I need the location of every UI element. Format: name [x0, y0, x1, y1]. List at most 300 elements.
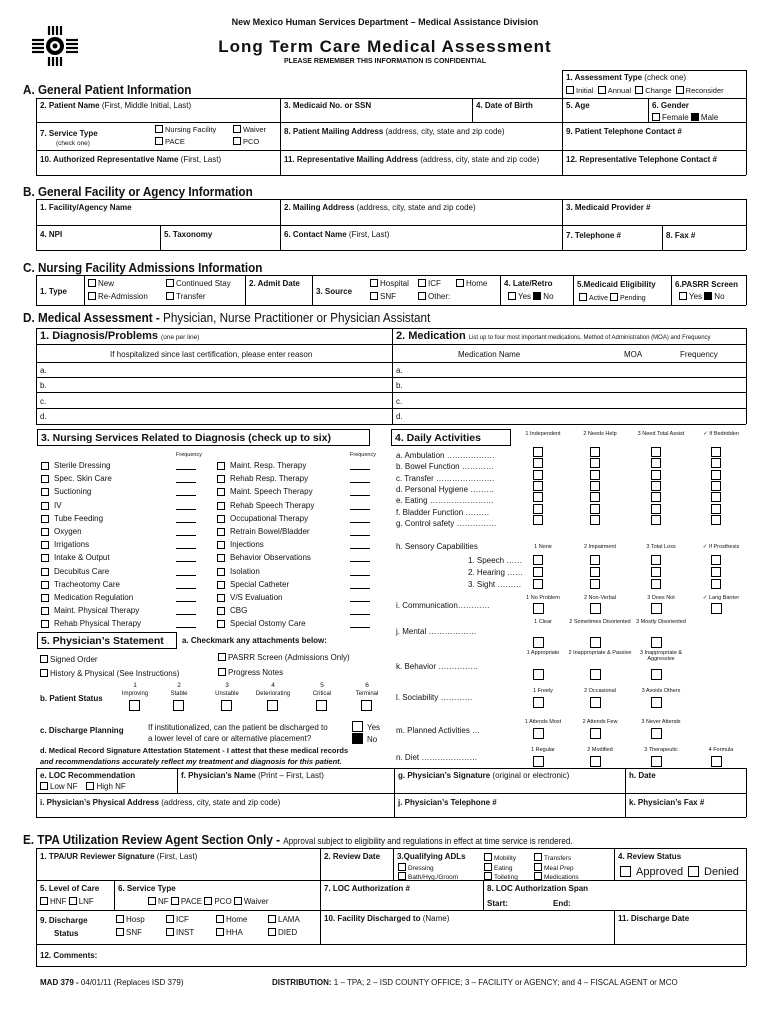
readmission-option: Re-Admission — [88, 292, 148, 301]
sensory-0-checkbox-1[interactable] — [590, 555, 600, 565]
discharge-no-checkbox[interactable] — [352, 733, 363, 744]
adl-dressing: Dressing — [398, 863, 434, 872]
nurse-right-freq-8[interactable] — [350, 575, 370, 576]
late-retro-no-checkbox[interactable] — [533, 292, 541, 300]
nurse-right-label-9: Special Catheter — [230, 579, 290, 589]
daily-col-3: ✓ If Bedridden — [703, 431, 739, 437]
continued-stay-checkbox[interactable] — [166, 279, 174, 287]
denied-checkbox[interactable] — [688, 866, 699, 877]
approved-checkbox[interactable] — [620, 866, 631, 877]
active-checkbox[interactable] — [579, 293, 587, 301]
e-service-type-label: 6. Service Type — [118, 884, 176, 893]
male-checkbox[interactable] — [691, 113, 699, 121]
medicaid-no-label: 3. Medicaid No. or SSN — [284, 101, 372, 110]
progress-notes-option: Progress Notes — [218, 668, 283, 677]
service-type-hint: (check one) — [56, 140, 90, 147]
nurse-left-label-12: Rehab Physical Therapy — [54, 619, 142, 629]
daily-3-checkbox-3[interactable] — [711, 481, 721, 491]
history-physical-checkbox[interactable] — [40, 669, 48, 677]
daily-5-checkbox-2[interactable] — [651, 504, 661, 514]
diet-checkbox-3[interactable] — [711, 756, 722, 767]
daily-1-checkbox-3[interactable] — [711, 458, 721, 468]
patient-name-label: 2. Patient Name (First, Middle Initial, Last) — [40, 101, 192, 110]
daily-2-checkbox-2[interactable] — [651, 470, 661, 480]
form-number: MAD 379 - 04/01/11 (Replaces ISD 379) — [40, 978, 184, 987]
section-c-title: C. Nursing Facility Admissions Information — [23, 260, 263, 275]
nurse-right-freq-0[interactable] — [350, 469, 370, 470]
sensory-col-0: 1 None — [534, 544, 552, 550]
mental-label: j. Mental ……………… — [396, 627, 477, 636]
contact-name-label: 6. Contact Name (First, Last) — [284, 230, 390, 239]
diet-checkbox-0[interactable] — [533, 756, 544, 767]
sociability-checkbox-1[interactable] — [590, 697, 601, 708]
daily-item-4: e. Eating …………………… — [396, 496, 494, 506]
diag-line-b[interactable]: b. — [40, 381, 47, 390]
nurse-right-label-2: Maint. Speech Therapy — [230, 487, 313, 497]
e-icf-checkbox[interactable] — [166, 915, 174, 923]
meal-prep-checkbox[interactable] — [534, 863, 542, 871]
nurse-right-freq-10[interactable] — [350, 601, 370, 602]
sensory-2-checkbox-3[interactable] — [711, 579, 721, 589]
daily-0-checkbox-1[interactable] — [590, 447, 600, 457]
late-retro-yes-checkbox[interactable] — [508, 292, 516, 300]
daily-6-checkbox-3[interactable] — [711, 515, 721, 525]
daily-6-checkbox-0[interactable] — [533, 515, 543, 525]
reviewer-signature-label: 1. TPA/UR Reviewer Signature (First, Last) — [40, 852, 198, 861]
physician-statement-header — [37, 632, 177, 649]
nurse-left-freq-0[interactable] — [176, 469, 196, 470]
pco-option: PCO — [233, 137, 259, 146]
physician-telephone-label: j. Physician’s Telephone # — [398, 798, 497, 807]
late-retro-options: Yes No — [508, 292, 554, 301]
planned-activities-col-0: 1 Attends Most — [524, 719, 562, 725]
status-checkbox-5[interactable] — [361, 700, 372, 711]
physician-address-label: i. Physician’s Physical Address (address, city, state and zip code) — [40, 798, 281, 807]
discharge-yes-checkbox[interactable] — [352, 721, 363, 732]
nurse-left-freq-10[interactable] — [176, 601, 196, 602]
sensory-label: h. Sensory Capabilities — [396, 542, 478, 551]
sensory-1-checkbox-2[interactable] — [651, 567, 661, 577]
nurse-right-freq-12[interactable] — [350, 627, 370, 628]
lnf-checkbox[interactable] — [69, 897, 77, 905]
med-col-frequency: Frequency — [680, 350, 718, 359]
toileting-checkbox[interactable] — [484, 872, 492, 880]
nurse-right-freq-7[interactable] — [350, 561, 370, 562]
sensory-1-checkbox-0[interactable] — [533, 567, 543, 577]
nurse-left-checkbox-2[interactable] — [41, 488, 49, 496]
med-col-moa: MOA — [624, 350, 643, 359]
e-waiver-checkbox[interactable] — [234, 897, 242, 905]
daily-0-checkbox-2[interactable] — [651, 447, 661, 457]
med-line-b[interactable]: b. — [396, 381, 403, 390]
nurse-left-checkbox-10[interactable] — [41, 594, 49, 602]
hnf-checkbox[interactable] — [40, 897, 48, 905]
age-label: 5. Age — [566, 101, 590, 110]
med-line-d[interactable]: d. — [396, 412, 403, 421]
freq-header-left: Frequency — [176, 452, 202, 458]
e-service-type-options: NF PACE PCO Waiver — [148, 897, 269, 906]
nurse-right-checkbox-4[interactable] — [217, 515, 225, 523]
diet-label: n. Diet ………………… — [396, 753, 478, 762]
form-title: Long Term Care Medical Assessment — [218, 37, 552, 56]
type-label: 1. Type — [40, 287, 67, 296]
adl-meal-prep: Meal Prep — [534, 863, 574, 872]
daily-0-checkbox-0[interactable] — [533, 447, 543, 457]
diet-checkbox-2[interactable] — [651, 756, 662, 767]
e-snf-checkbox[interactable] — [116, 928, 124, 936]
nurse-left-freq-7[interactable] — [176, 561, 196, 562]
daily-2-checkbox-0[interactable] — [533, 470, 543, 480]
e-home-checkbox[interactable] — [216, 915, 224, 923]
nursing-services-header — [37, 429, 370, 446]
behavior-checkbox-2[interactable] — [651, 669, 662, 680]
diag-line-a[interactable]: a. — [40, 366, 47, 375]
nurse-right-checkbox-11[interactable] — [217, 607, 225, 615]
sensory-0-checkbox-3[interactable] — [711, 555, 721, 565]
sensory-col-3: ✓ If Prosthesis — [702, 544, 740, 550]
communication-checkbox-1[interactable] — [590, 603, 601, 614]
telephone-label: 7. Telephone # — [566, 231, 621, 240]
nurse-left-checkbox-4[interactable] — [41, 515, 49, 523]
signed-order-option: Signed Order — [40, 655, 98, 664]
diagnosis-title: 1. Diagnosis/Problems (one per line) — [40, 330, 200, 342]
discharge-question-2: a lower level of care or alternative placement? — [148, 734, 312, 743]
status-num-1: 2 — [177, 682, 181, 689]
female-checkbox[interactable] — [652, 113, 660, 121]
pasrr-screen-checkbox[interactable] — [218, 653, 226, 661]
status-checkbox-0[interactable] — [129, 700, 140, 711]
sensory-2-checkbox-2[interactable] — [651, 579, 661, 589]
nurse-right-checkbox-6[interactable] — [217, 541, 225, 549]
daily-5-checkbox-0[interactable] — [533, 504, 543, 514]
nurse-left-checkbox-12[interactable] — [41, 620, 49, 628]
diag-line-c[interactable]: c. — [40, 397, 47, 406]
pace-option: PACE — [155, 137, 185, 146]
sensory-1-checkbox-3[interactable] — [711, 567, 721, 577]
facility-address-label: 2. Mailing Address (address, city, state and zip code) — [284, 203, 476, 212]
nurse-left-checkbox-1[interactable] — [41, 475, 49, 483]
low-nf-checkbox[interactable] — [40, 782, 48, 790]
daily-item-2: c. Transfer …………………. — [396, 473, 495, 483]
hosp-checkbox[interactable] — [116, 915, 124, 923]
nurse-left-label-8: Decubitus Care — [54, 566, 110, 576]
daily-4-checkbox-2[interactable] — [651, 492, 661, 502]
snf-option: SNF — [370, 292, 396, 301]
behavior-col-2: 3 Inappropriate & Aggressive — [639, 650, 683, 662]
change-checkbox[interactable] — [635, 86, 643, 94]
eating-checkbox[interactable] — [484, 863, 492, 871]
readmission-checkbox[interactable] — [88, 292, 96, 300]
nurse-left-freq-9[interactable] — [176, 588, 196, 589]
e-nf-checkbox[interactable] — [148, 897, 156, 905]
nurse-right-checkbox-5[interactable] — [217, 528, 225, 536]
dressing-checkbox[interactable] — [398, 863, 406, 871]
attestation-line-2: and recommendations accurately reflect my treatment and diagnosis for this patient. — [40, 757, 342, 766]
review-date-label: 2. Review Date — [324, 852, 381, 861]
fax-label: 8. Fax # — [666, 231, 696, 240]
status-label-0: Improving — [121, 691, 149, 697]
nurse-right-checkbox-0[interactable] — [217, 462, 225, 470]
nurse-right-checkbox-3[interactable] — [217, 502, 225, 510]
daily-4-checkbox-3[interactable] — [711, 492, 721, 502]
discharge-yes-label: Yes — [367, 723, 381, 732]
status-num-2: 3 — [225, 682, 229, 689]
dob-label: 4. Date of Birth — [476, 101, 533, 110]
inst-option: INST — [166, 928, 194, 937]
behavior-checkbox-1[interactable] — [590, 669, 601, 680]
pace-checkbox[interactable] — [155, 137, 163, 145]
nursing-services-title: 3. Nursing Services Related to Diagnosis (check up to six) — [41, 432, 332, 444]
sensory-2-checkbox-1[interactable] — [590, 579, 600, 589]
nurse-right-freq-3[interactable] — [350, 509, 370, 510]
progress-notes-checkbox[interactable] — [218, 668, 226, 676]
distribution: DISTRIBUTION: 1 – TPA; 2 – ISD COUNTY OFFICE; 3 – FACILITY or AGENCY; and 4 – FISCAL AGENT or MCO — [272, 978, 678, 987]
home-option-e: Home — [216, 915, 247, 924]
nurse-right-checkbox-10[interactable] — [217, 594, 225, 602]
pending-checkbox[interactable] — [610, 293, 618, 301]
patient-status-label: b. Patient Status — [40, 694, 103, 703]
mailing-address-label: 8. Patient Mailing Address (address, city, state and zip code) — [284, 127, 505, 136]
nurse-left-label-7: Intake & Output — [54, 553, 110, 563]
home-checkbox[interactable] — [456, 279, 464, 287]
daily-3-checkbox-1[interactable] — [590, 481, 600, 491]
diet-col-1: 2 Modified — [587, 747, 613, 753]
transfer-checkbox[interactable] — [166, 292, 174, 300]
annual-checkbox[interactable] — [598, 86, 606, 94]
planned-activities-checkbox-2[interactable] — [651, 728, 662, 739]
nurse-left-checkbox-3[interactable] — [41, 502, 49, 510]
daily-5-checkbox-3[interactable] — [711, 504, 721, 514]
daily-1-checkbox-1[interactable] — [590, 458, 600, 468]
nurse-right-checkbox-1[interactable] — [217, 475, 225, 483]
medicaid-eligibility-label: 5.Medicaid Eligibility — [577, 280, 656, 289]
diet-col-0: 1 Regular — [531, 747, 555, 753]
end-label: End: — [553, 899, 571, 908]
daily-0-checkbox-3[interactable] — [711, 447, 721, 457]
med-line-c[interactable]: c. — [396, 397, 403, 406]
nurse-left-freq-3[interactable] — [176, 509, 196, 510]
daily-6-checkbox-1[interactable] — [590, 515, 600, 525]
nurse-left-freq-2[interactable] — [176, 495, 196, 496]
communication-checkbox-2[interactable] — [651, 603, 662, 614]
hha-option: HHA — [216, 928, 243, 937]
taxonomy-label: 5. Taxonomy — [164, 230, 213, 239]
sensory-1-checkbox-1[interactable] — [590, 567, 600, 577]
waiver-option: Waiver — [233, 125, 266, 134]
nurse-right-checkbox-12[interactable] — [217, 620, 225, 628]
behavior-checkbox-0[interactable] — [533, 669, 544, 680]
nurse-right-checkbox-7[interactable] — [217, 554, 225, 562]
bath-checkbox[interactable] — [398, 872, 406, 880]
mental-col-0: 1 Clear — [534, 619, 552, 625]
daily-6-checkbox-2[interactable] — [651, 515, 661, 525]
initial-checkbox[interactable] — [566, 86, 574, 94]
agency-name: New Mexico Human Services Department – Medical Assistance Division — [231, 17, 539, 27]
nurse-right-freq-6[interactable] — [350, 548, 370, 549]
attachments-label: a. Checkmark any attachments below: — [182, 636, 327, 645]
status-checkbox-2[interactable] — [221, 700, 232, 711]
hospital-checkbox[interactable] — [370, 279, 378, 287]
daily-5-checkbox-1[interactable] — [590, 504, 600, 514]
history-physical-option: History & Physical (See Instructions) — [40, 669, 179, 678]
planned-activities-checkbox-0[interactable] — [533, 728, 544, 739]
loc-auth-label: 7. LOC Authorization # — [324, 884, 410, 893]
level-of-care-label: 5. Level of Care — [40, 884, 100, 893]
icf-checkbox[interactable] — [418, 279, 426, 287]
nurse-left-freq-1[interactable] — [176, 482, 196, 483]
nurse-left-freq-5[interactable] — [176, 535, 196, 536]
hha-checkbox[interactable] — [216, 928, 224, 936]
diet-col-3: 4 Formula — [708, 747, 734, 753]
daily-1-checkbox-2[interactable] — [651, 458, 661, 468]
pasrr-yes-checkbox[interactable] — [679, 292, 687, 300]
level-of-care-options: HNF LNF — [40, 897, 94, 906]
nurse-left-label-1: Spec. Skin Care — [54, 474, 112, 484]
planned-activities-col-2: 3 Never Attends — [641, 719, 681, 725]
nurse-right-label-10: V/S Evaluation — [230, 593, 283, 602]
inst-checkbox[interactable] — [166, 928, 174, 936]
reconsider-checkbox[interactable] — [676, 86, 684, 94]
communication-col-1: 2 Non-Verbal — [583, 595, 617, 601]
status-checkbox-4[interactable] — [316, 700, 327, 711]
nurse-right-checkbox-2[interactable] — [217, 488, 225, 496]
gender-options: Female Male — [652, 113, 718, 122]
sensory-0-checkbox-0[interactable] — [533, 555, 543, 565]
nurse-right-freq-5[interactable] — [350, 535, 370, 536]
nurse-left-label-0: Sterile Dressing — [54, 461, 111, 470]
discharge-planning-label: c. Discharge Planning — [40, 726, 124, 735]
nurse-left-checkbox-9[interactable] — [41, 581, 49, 589]
nurse-left-label-5: Oxygen — [54, 527, 82, 536]
nurse-left-checkbox-0[interactable] — [41, 462, 49, 470]
sociability-label: l. Sociability ………… — [396, 693, 473, 702]
daily-1-checkbox-0[interactable] — [533, 458, 543, 468]
physician-signature-label: g. Physician’s Signature (original or electronic) — [398, 771, 570, 780]
mental-checkbox-1[interactable] — [590, 637, 601, 648]
signed-order-checkbox[interactable] — [40, 655, 48, 663]
daily-2-checkbox-1[interactable] — [590, 470, 600, 480]
nurse-left-checkbox-7[interactable] — [41, 554, 49, 562]
icf-option: ICF — [418, 279, 441, 288]
nurse-left-checkbox-8[interactable] — [41, 568, 49, 576]
mental-checkbox-0[interactable] — [533, 637, 544, 648]
nurse-left-checkbox-6[interactable] — [41, 541, 49, 549]
med-line-a[interactable]: a. — [396, 366, 403, 375]
high-nf-checkbox[interactable] — [86, 782, 94, 790]
sociability-checkbox-0[interactable] — [533, 697, 544, 708]
nurse-left-freq-4[interactable] — [176, 522, 196, 523]
nurse-right-freq-4[interactable] — [350, 522, 370, 523]
sociability-checkbox-2[interactable] — [651, 697, 662, 708]
section-e-title: E. TPA Utilization Review Agent Section Only - Approval subject to eligibility and regulations in effect at time service is rendered. — [23, 832, 573, 847]
medications-checkbox[interactable] — [534, 872, 542, 880]
start-label: Start: — [487, 899, 508, 908]
med-col-name: Medication Name — [458, 350, 521, 359]
waiver-checkbox[interactable] — [233, 125, 241, 133]
facility-name-label: 1. Facility/Agency Name — [40, 203, 132, 212]
discharge-date-label: 11. Discharge Date — [618, 914, 690, 923]
nurse-left-checkbox-5[interactable] — [41, 528, 49, 536]
nurse-right-label-6: Injections — [230, 540, 264, 550]
planned-activities-label: m. Planned Activities … — [396, 726, 481, 735]
nurse-left-checkbox-11[interactable] — [41, 607, 49, 615]
nurse-left-freq-6[interactable] — [176, 548, 196, 549]
discharge-status-label-2: Status — [54, 929, 79, 938]
planned-activities-checkbox-1[interactable] — [590, 728, 601, 739]
behavior-col-0: 1 Appropriate — [526, 650, 560, 656]
status-num-4: 5 — [320, 682, 324, 689]
daily-4-checkbox-0[interactable] — [533, 492, 543, 502]
nurse-right-label-5: Retrain Bowel/Bladder — [230, 527, 310, 536]
daily-2-checkbox-3[interactable] — [711, 470, 721, 480]
eligibility-options: Active Pending — [579, 293, 646, 303]
sociability-col-2: 3 Avoids Others — [641, 688, 681, 694]
nurse-right-freq-11[interactable] — [350, 614, 370, 615]
nurse-right-freq-9[interactable] — [350, 588, 370, 589]
daily-3-checkbox-2[interactable] — [651, 481, 661, 491]
loc-options: Low NF High NF — [40, 782, 126, 791]
review-status-label: 4. Review Status — [618, 852, 682, 861]
communication-checkbox-0[interactable] — [533, 603, 544, 614]
adl-eating: Eating — [484, 863, 512, 872]
snf-option-e: SNF — [116, 928, 142, 937]
mental-checkbox-2[interactable] — [651, 637, 662, 648]
sensory-0-checkbox-2[interactable] — [651, 555, 661, 565]
approved-label: Approved — [636, 866, 684, 878]
nurse-left-label-11: Maint. Physical Therapy — [54, 606, 140, 616]
nurse-left-freq-12[interactable] — [176, 627, 196, 628]
sensory-2-checkbox-0[interactable] — [533, 579, 543, 589]
diag-line-d[interactable]: d. — [40, 412, 47, 421]
pasrr-no-checkbox[interactable] — [704, 292, 712, 300]
nurse-left-freq-8[interactable] — [176, 575, 196, 576]
nurse-right-checkbox-8[interactable] — [217, 568, 225, 576]
died-checkbox[interactable] — [268, 928, 276, 936]
nurse-right-freq-1[interactable] — [350, 482, 370, 483]
snf-checkbox[interactable] — [370, 292, 378, 300]
status-label-2: Unstable — [215, 691, 239, 697]
medication-title: 2. Medication List up to four most important medications, Method of Administration (MOA) and Frequency — [396, 330, 711, 342]
status-checkbox-3[interactable] — [267, 700, 278, 711]
nursing-facility-checkbox[interactable] — [155, 125, 163, 133]
communication-col-3: ✓ Lang Barrier — [702, 595, 740, 601]
assessment-type-options: Initial Annual Change Reconsider — [566, 86, 724, 95]
nurse-right-freq-2[interactable] — [350, 495, 370, 496]
status-checkbox-1[interactable] — [173, 700, 184, 711]
nurse-left-label-2: Suctioning — [54, 487, 92, 497]
daily-item-1: b. Bowel Function ………… — [396, 462, 494, 472]
adl-transfers: Transfers — [534, 853, 571, 862]
pco-checkbox[interactable] — [233, 137, 241, 145]
continued-stay-option: Continued Stay — [166, 279, 231, 288]
e-pco-checkbox[interactable] — [204, 897, 212, 905]
sociability-col-1: 2 Occasional — [584, 688, 616, 694]
other-checkbox[interactable] — [418, 292, 426, 300]
discharge-options-row1: Hosp — [116, 915, 145, 924]
mobility-checkbox[interactable] — [484, 853, 492, 861]
communication-checkbox-3[interactable] — [711, 603, 722, 614]
diet-checkbox-1[interactable] — [590, 756, 601, 767]
e-pace-checkbox[interactable] — [171, 897, 179, 905]
nurse-right-checkbox-9[interactable] — [217, 581, 225, 589]
transfers-checkbox[interactable] — [534, 853, 542, 861]
new-checkbox[interactable] — [88, 279, 96, 287]
daily-3-checkbox-0[interactable] — [533, 481, 543, 491]
nurse-left-freq-11[interactable] — [176, 614, 196, 615]
diet-col-2: 3 Therapeutic — [644, 747, 678, 753]
lama-checkbox[interactable] — [268, 915, 276, 923]
daily-4-checkbox-1[interactable] — [590, 492, 600, 502]
